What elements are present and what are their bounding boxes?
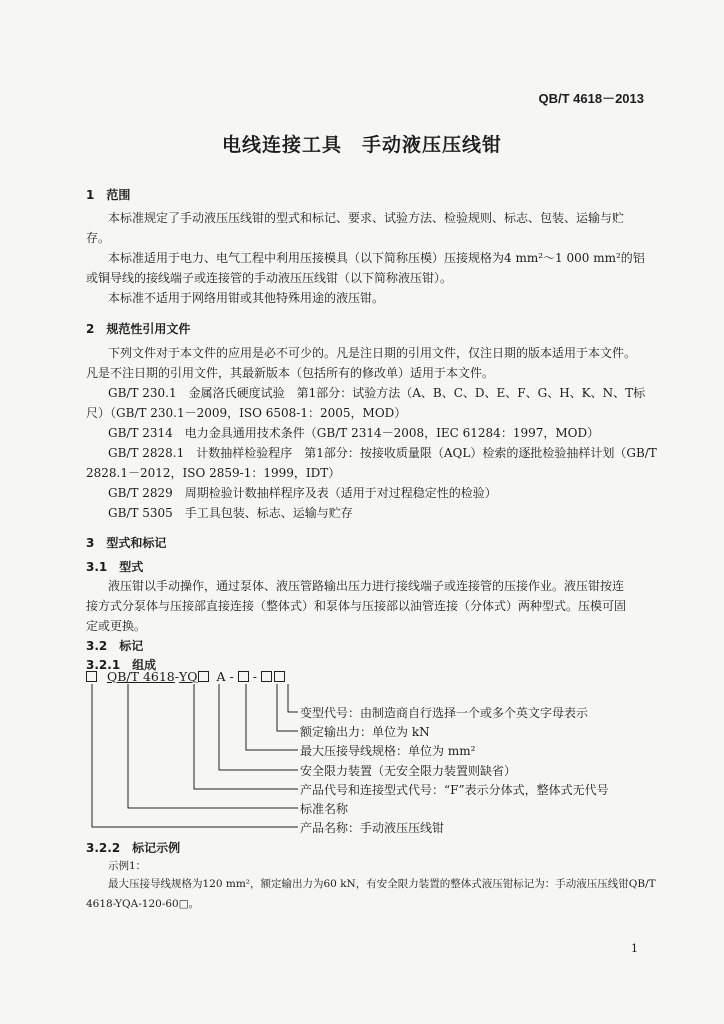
designation-standard: QB/T 4618 — [106, 669, 175, 684]
subsection-heading: 3.1 型式 — [86, 560, 144, 574]
paragraph: 本标准规定了手动液压压线钳的型式和标记、要求、试验方法、检验规则、标志、包装、运输与贮 — [108, 211, 625, 225]
leader-line — [92, 684, 298, 827]
subsection-heading: 3.2 标记 — [86, 639, 144, 653]
standard-code: QB/T 4618－2013 — [538, 91, 644, 106]
reference-item: GB/T 2829 周期检验计数抽样程序及表（适用于对过程稳定性的检验） — [108, 486, 497, 500]
designation-yq: YQ — [179, 669, 198, 684]
example-label: 示例1： — [108, 860, 147, 872]
page-number: 1 — [631, 942, 638, 955]
section-3-heading: 3 型式和标记 — [86, 536, 167, 550]
page-title: 电线连接工具 手动液压压线钳 — [221, 134, 502, 156]
reference-item: GB/T 230.1 金属洛氏硬度试验 第1部分：试验方法（A、B、C、D、E、F、G、H、K、N、T标 — [108, 386, 646, 400]
label-max-conductor-size: 最大压接导线规格：单位为 mm² — [300, 744, 476, 758]
reference-item: GB/T 2314 电力金具通用技术条件（GB/T 2314－2008，IEC 61284：1997，MOD） — [108, 426, 600, 440]
subsection-heading: 3.2.1 组成 — [86, 658, 157, 672]
designation-dash: - — [229, 669, 234, 684]
label-product-code: 产品代号和连接型式代号：“F”表示分体式，整体式无代号 — [300, 783, 609, 797]
label-product-name: 产品名称：手动液压压线钳 — [300, 821, 445, 835]
designation-dash: - — [174, 669, 179, 684]
reference-item: 2828.1－2012，ISO 2859-1：1999，IDT） — [86, 466, 341, 480]
paragraph: 液压钳以手动操作，通过泵体、液压管路输出压力进行接线端子或连接管的压接作业。液压钳按连 — [108, 579, 625, 593]
leader-line — [246, 684, 298, 750]
paragraph: 本标准适用于电力、电气工程中利用压接模具（以下简称压模）压接规格为4 mm²～1 000 mm²的铝 — [108, 251, 645, 265]
subsection-heading: 3.2.2 标记示例 — [86, 841, 181, 855]
leader-line — [288, 684, 298, 712]
designation-dash: - — [252, 669, 257, 684]
paragraph: 存。 — [86, 231, 111, 245]
paragraph: 本标准不适用于网络用钳或其他特殊用途的液压钳。 — [108, 291, 385, 305]
section-1-heading: 1 范围 — [86, 188, 131, 202]
leader-line — [219, 684, 298, 770]
paragraph: 接方式分泵体与压接部直接连接（整体式）和泵体与压接部以油管连接（分体式）两种型式。压模可固 — [86, 599, 627, 613]
example-text: 4618-YQA-120-60□。 — [86, 898, 200, 910]
paragraph: 定或更换。 — [86, 619, 147, 633]
reference-item: GB/T 2828.1 计数抽样检验程序 第1部分：按接收质量限（AQL）检索的逐批检验抽样计划（GB/T — [108, 446, 657, 460]
section-2-heading: 2 规范性引用文件 — [86, 322, 191, 336]
reference-item: GB/T 5305 手工具包装、标志、运输与贮存 — [108, 506, 353, 520]
paragraph: 下列文件对于本文件的应用是必不可少的。凡是注日期的引用文件，仅注日期的版本适用于本文件。 — [108, 346, 637, 360]
label-variant-code: 变型代号：由制造商自行选择一个或多个英文字母表示 — [300, 706, 589, 720]
label-standard-name: 标准名称 — [300, 802, 349, 816]
label-safety-device: 安全限力装置（无安全限力装置则缺省） — [300, 764, 517, 778]
label-rated-output: 额定输出力：单位为 kN — [300, 725, 430, 739]
example-text: 最大压接导线规格为120 mm²，额定输出力为60 kN，有安全限力装置的整体式液压钳标记为：手动液压压线钳QB/T — [108, 878, 656, 890]
paragraph: 凡是不注日期的引用文件，其最新版本（包括所有的修改单）适用于本文件。 — [86, 366, 495, 380]
reference-item: 尺）（GB/T 230.1－2009，ISO 6508-1：2005，MOD） — [86, 406, 407, 420]
designation-a: A — [216, 669, 226, 684]
paragraph: 或铜导线的接线端子或连接管的手动液压压线钳（以下简称液压钳）。 — [86, 271, 453, 285]
